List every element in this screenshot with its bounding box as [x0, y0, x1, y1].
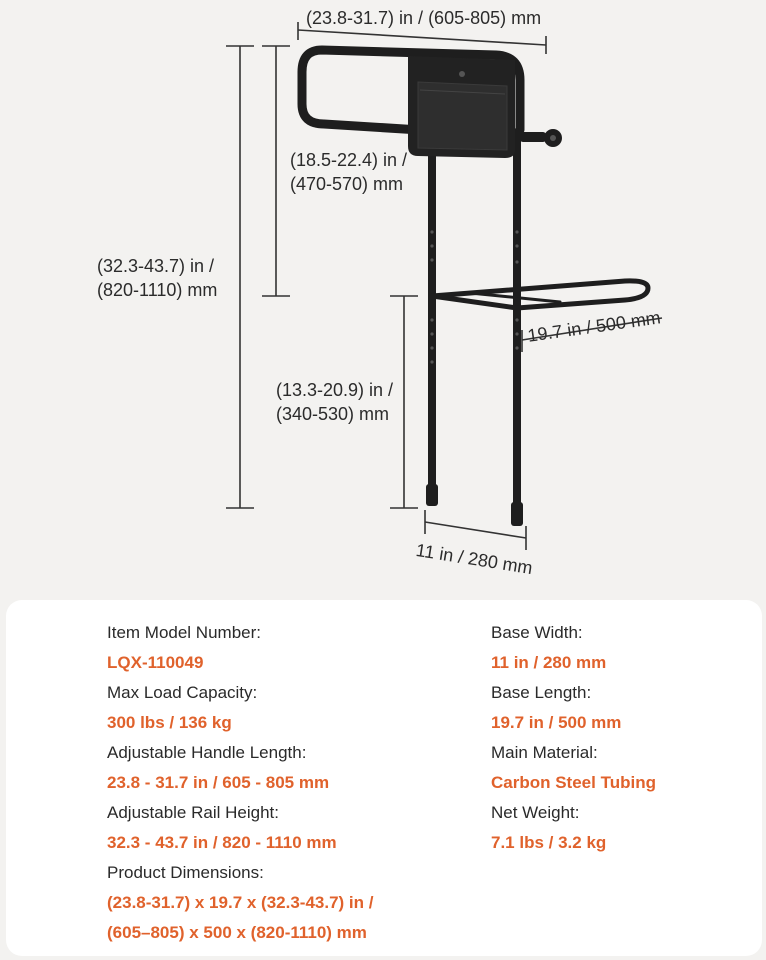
foot-right — [511, 502, 523, 526]
base-length-label: 19.7 in / 500 mm — [526, 307, 662, 346]
base-width-label: 11 in / 280 mm — [414, 539, 534, 579]
upper-height-line-1: (18.5-22.4) in / — [290, 150, 408, 170]
spec-label: Item Model Number: — [107, 623, 261, 642]
spec-main-material — [491, 738, 656, 798]
spec-value-line-2: (605–805) x 500 x (820-1110) mm — [107, 923, 367, 942]
spec-max-load — [107, 678, 373, 738]
upper-height-label — [290, 148, 407, 197]
spec-label: Base Length: — [491, 683, 592, 702]
spec-value: 32.3 - 43.7 in / 820 - 1110 mm — [107, 833, 337, 852]
spec-label: Base Width: — [491, 623, 583, 642]
lower-height-line-1: (13.3-20.9) in / — [276, 380, 394, 400]
spec-value: 19.7 in / 500 mm — [491, 713, 622, 732]
handle-length-label: (23.8-31.7) in / (605-805) mm — [306, 8, 542, 28]
spec-label: Adjustable Rail Height: — [107, 803, 279, 822]
spec-label: Max Load Capacity: — [107, 683, 258, 702]
spec-value: 300 lbs / 136 kg — [107, 713, 232, 732]
lower-height-label — [276, 378, 393, 427]
spec-net-weight — [491, 798, 656, 858]
spec-label: Main Material: — [491, 743, 598, 762]
spec-value-line-1: (23.8-31.7) x 19.7 x (32.3-43.7) in / — [107, 893, 374, 912]
spec-value: 11 in / 280 mm — [491, 653, 607, 672]
spec-model-number — [107, 618, 373, 678]
total-height-label — [97, 254, 217, 303]
storage-pouch — [408, 56, 515, 158]
spec-label: Net Weight: — [491, 803, 580, 822]
spec-label: Adjustable Handle Length: — [107, 743, 307, 762]
spec-card — [6, 600, 762, 956]
spec-value: 7.1 lbs / 3.2 kg — [491, 833, 607, 852]
total-height-line-2: (820-1110) mm — [97, 280, 218, 301]
foot-left — [426, 484, 438, 506]
total-height-line-1: (32.3-43.7) in / — [97, 256, 215, 276]
spec-base-width — [491, 618, 656, 678]
spec-value: 23.8 - 31.7 in / 605 - 805 mm — [107, 773, 330, 792]
spec-label: Product Dimensions: — [107, 863, 264, 882]
upper-height-line-2: (470-570) mm — [290, 174, 404, 195]
spec-value: Carbon Steel Tubing — [491, 773, 656, 792]
spec-column-right — [491, 618, 656, 858]
spec-column-left — [107, 618, 373, 948]
spec-product-dimensions — [107, 858, 373, 948]
spec-rail-height — [107, 798, 373, 858]
lower-height-line-2: (340-530) mm — [276, 404, 390, 425]
spec-handle-length — [107, 738, 373, 798]
spec-base-length — [491, 678, 656, 738]
lock-knob — [520, 129, 562, 147]
spec-value: LQX-110049 — [107, 653, 204, 672]
